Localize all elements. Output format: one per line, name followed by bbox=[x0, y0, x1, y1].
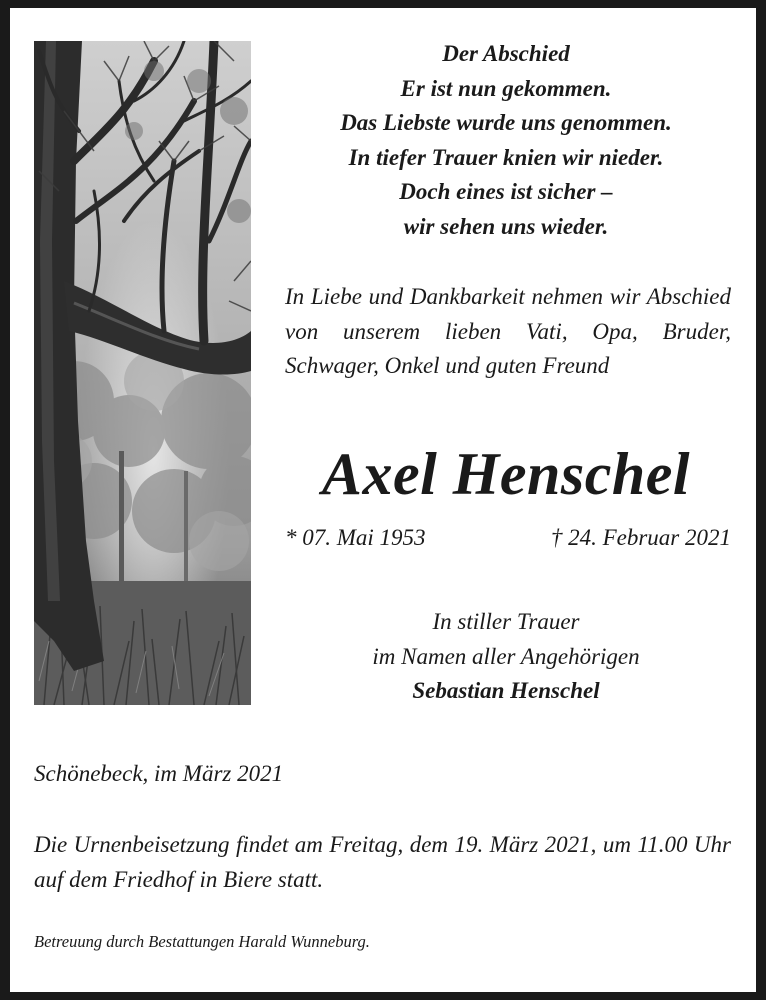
poem-line: wir sehen uns wieder. bbox=[403, 213, 609, 239]
death-date: † 24. Februar 2021 bbox=[550, 525, 731, 550]
mourning-line: In stiller Trauer bbox=[432, 609, 580, 634]
birth-date: * 07. Mai 1953 bbox=[285, 525, 426, 550]
mourners-block bbox=[262, 605, 750, 709]
signer-name: Sebastian Henschel bbox=[412, 678, 600, 703]
poem-line: Doch eines ist sicher – bbox=[399, 179, 613, 204]
place-date: Schönebeck, im März 2021 bbox=[34, 761, 284, 786]
burial-notice: Die Urnenbeisetzung findet am Freitag, dem 19. März 2021, um 11.00 Uhr auf dem Friedhof in Biere statt. bbox=[34, 832, 731, 892]
tree-photo-graphic bbox=[34, 41, 251, 705]
poem-line: Das Liebste wurde uns genommen. bbox=[340, 110, 672, 135]
poem-line: Der Abschied bbox=[442, 41, 570, 66]
life-dates bbox=[285, 521, 731, 555]
undertaker-note: Betreuung durch Bestattungen Harald Wunneburg. bbox=[34, 932, 370, 951]
deceased-name: Axel Henschel bbox=[321, 441, 691, 507]
tree-photo bbox=[34, 41, 251, 705]
poem bbox=[262, 37, 750, 244]
poem-line: Er ist nun gekommen. bbox=[400, 75, 612, 101]
relatives-line: im Namen aller Angehörigen bbox=[372, 643, 640, 669]
poem-line: In tiefer Trauer knien wir nieder. bbox=[348, 144, 664, 170]
farewell-text: In Liebe und Dankbarkeit nehmen wir Abschied von unserem lieben Vati, Opa, Bruder, Schwager, Onkel und guten Freund bbox=[285, 284, 731, 378]
